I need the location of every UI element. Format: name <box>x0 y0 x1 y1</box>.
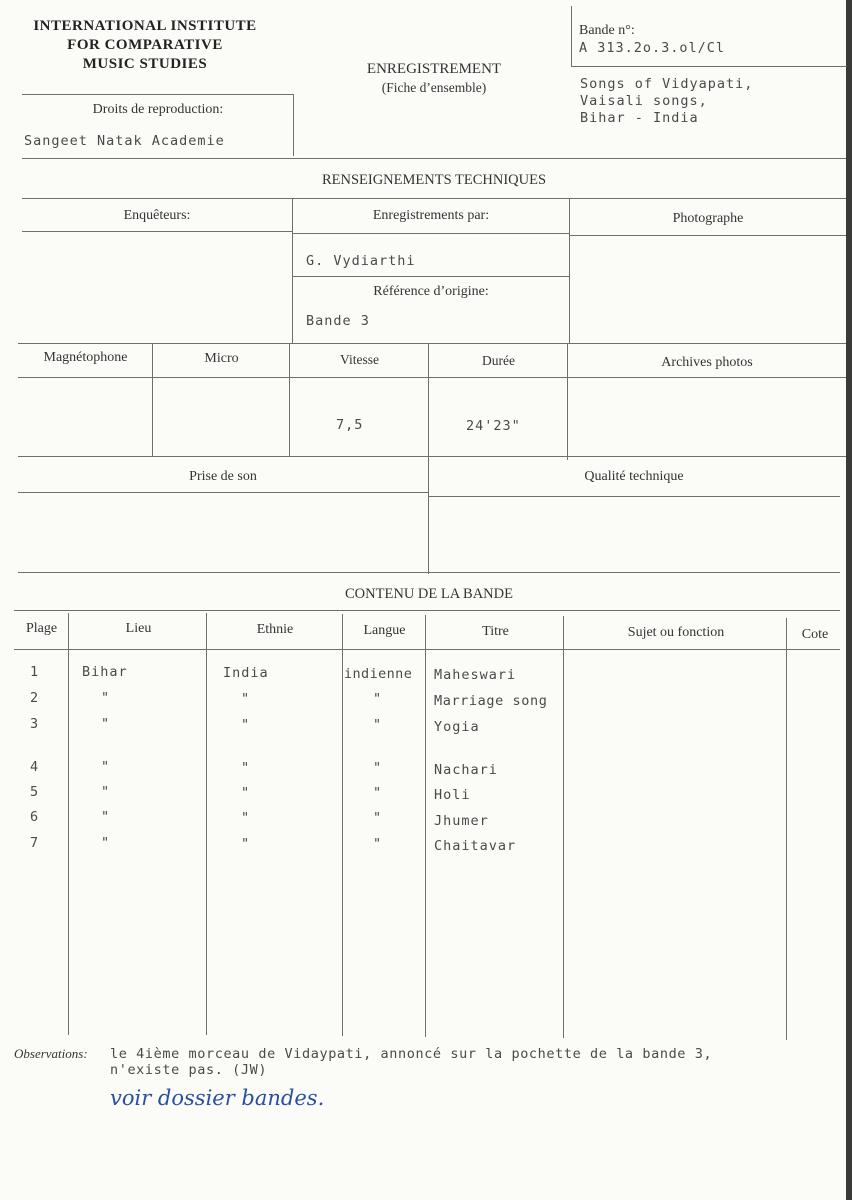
row-langue: " <box>373 691 383 707</box>
content-section-title: CONTENU DE LA BANDE <box>345 586 513 602</box>
duree-label: Durée <box>482 353 515 368</box>
row-ethnie: " <box>241 760 251 776</box>
prise-label: Prise de son <box>189 469 257 484</box>
magnetophone-label: Magnétophone <box>43 350 128 365</box>
row-titre: Holi <box>434 787 471 803</box>
row-langue: " <box>373 810 383 826</box>
row-lieu: " <box>101 809 111 825</box>
row-ethnie: " <box>241 717 251 733</box>
handwritten-note: voir dossier bandes. <box>110 1086 325 1110</box>
droits-label: Droits de reproduction: <box>92 102 224 117</box>
vitesse-value: 7,5 <box>336 417 364 433</box>
photographe-label: Photographe <box>672 211 744 226</box>
row-langue: " <box>373 717 383 733</box>
row-titre: Marriage song <box>434 693 548 709</box>
row-titre: Jhumer <box>434 813 489 829</box>
observations-line-2: n'existe pas. (JW) <box>110 1062 268 1078</box>
tech-section-title: RENSEIGNEMENTS TECHNIQUES <box>321 172 547 188</box>
row-ethnie: " <box>241 836 251 852</box>
col-header-ethnie: Ethnie <box>256 622 294 637</box>
row-titre: Nachari <box>434 762 498 778</box>
bande-label: Bande n°: <box>579 23 635 38</box>
row-lieu: Bihar <box>82 664 128 680</box>
col-header-lieu: Lieu <box>125 621 152 636</box>
row-plage: 6 <box>30 809 40 825</box>
col-header-plage: Plage <box>26 621 58 636</box>
archives-label: Archives photos <box>661 355 753 370</box>
row-plage: 5 <box>30 784 40 800</box>
row-titre: Chaitavar <box>434 838 517 854</box>
row-lieu: " <box>101 784 111 800</box>
enregistrements-value: G. Vydiarthi <box>306 253 416 269</box>
row-langue: " <box>373 836 383 852</box>
row-plage: 4 <box>30 759 40 775</box>
enregistrements-label: Enregistrements par: <box>372 208 490 223</box>
form-subtitle: (Fiche d’ensemble) <box>381 80 487 95</box>
row-titre: Maheswari <box>434 667 517 683</box>
row-plage: 7 <box>30 835 40 851</box>
row-ethnie: " <box>241 810 251 826</box>
bande-value: A 313.2o.3.ol/Cl <box>579 40 726 56</box>
col-header-cote: Cote <box>801 627 829 642</box>
row-ethnie: " <box>241 691 251 707</box>
duree-value: 24'23" <box>466 418 521 434</box>
row-plage: 2 <box>30 690 40 706</box>
institute-line-3: MUSIC STUDIES <box>82 56 208 72</box>
row-langue: " <box>373 760 383 776</box>
observations-line-1: le 4ième morceau de Vidaypati, annoncé sur la pochette de la bande 3, <box>110 1046 713 1062</box>
reference-value: Bande 3 <box>306 313 370 329</box>
row-titre: Yogia <box>434 719 480 735</box>
row-lieu: " <box>101 759 111 775</box>
institute-line-2: FOR COMPARATIVE <box>67 37 223 53</box>
observations-label: Observations: <box>14 1046 88 1061</box>
vitesse-label: Vitesse <box>340 352 379 367</box>
institute-line-1: INTERNATIONAL INSTITUTE <box>33 18 257 34</box>
row-plage: 1 <box>30 664 40 680</box>
qualite-label: Qualité technique <box>584 469 684 484</box>
row-plage: 3 <box>30 716 40 732</box>
row-lieu: " <box>101 690 111 706</box>
form-title: ENREGISTREMENT <box>366 61 502 77</box>
col-header-titre: Titre <box>482 624 509 639</box>
row-lieu: " <box>101 835 111 851</box>
enqueteurs-label: Enquêteurs: <box>123 208 191 223</box>
row-langue: " <box>373 785 383 801</box>
droits-value: Sangeet Natak Academie <box>24 133 225 149</box>
reference-label: Référence d’origine: <box>373 284 489 299</box>
description-line-3: Bihar - India <box>580 110 699 126</box>
micro-label: Micro <box>204 351 239 366</box>
row-langue: indienne <box>344 666 413 682</box>
description-line-1: Songs of Vidyapati, <box>580 76 754 92</box>
row-ethnie: " <box>241 785 251 801</box>
row-ethnie: India <box>223 665 269 681</box>
col-header-langue: Langue <box>363 623 406 638</box>
col-header-sujet: Sujet ou fonction <box>627 625 725 640</box>
row-lieu: " <box>101 716 111 732</box>
description-line-2: Vaisali songs, <box>580 93 708 109</box>
